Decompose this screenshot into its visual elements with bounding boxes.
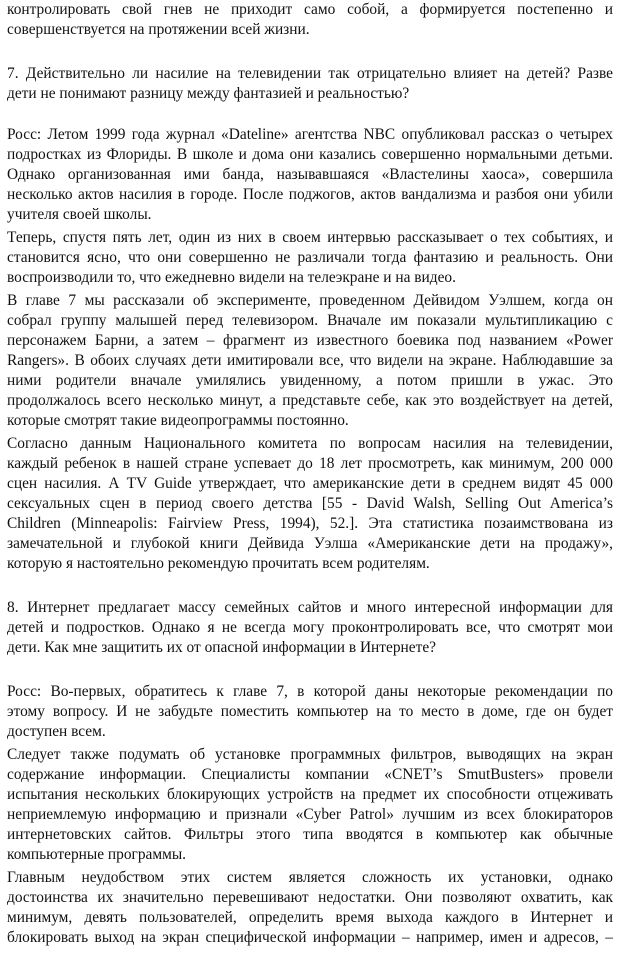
text-line: Rangers». В обоих случаях дети имитировали все, что видели на экране. Наблюдавшие за	[7, 352, 613, 369]
text-line: замечательной и глубокой книги Дейвида Уэлша «Американские дети на продажу»,	[7, 535, 613, 552]
text-line: становится ясно, что они совершенно не различали тогда фантазию и реальность. Они	[7, 249, 613, 266]
text-line: несколько актов насилия в городе. После поджогов, актов вандализма и разбоя они убили	[7, 186, 613, 203]
text-line: которые смотрят такие видеопрограммы постоянно.	[7, 412, 349, 429]
text-line: Следует также подумать об установке программных фильтров, выводящих на экран	[7, 746, 613, 763]
text-line: Главным неудобством этих систем является сложность их установки, однако	[7, 869, 613, 886]
text-line: Теперь, спустя пять лет, один из них в своем интервью рассказывает о тех событиях, и	[7, 229, 613, 246]
question-line: дети. Как мне защитить их от опасной информации в Интернете?	[7, 639, 436, 656]
text-line: достоинства их значительно перевешивают недостатки. Они позволяют охватить, как	[7, 889, 613, 906]
text-line: продолжалось всего несколько минут, а представьте себе, как это воздействует на детей,	[7, 392, 613, 409]
text-line: сцен насилия. А TV Guide утверждает, что американские дети в среднем видят 45 000	[7, 475, 613, 492]
text-line: контролировать свой гнев не приходит само собой, а формируется постепенно и	[7, 1, 613, 18]
text-line: Однако организованная ими банда, называвшаяся «Властелины хаоса», совершила	[7, 166, 613, 183]
text-line: собрал группу малышей перед телевизором. Вначале им показали мультипликацию с	[7, 312, 613, 329]
text-line: интернетовских сайтов. Фильтры этого типа вводятся в компьютер как обычные	[7, 826, 613, 843]
text-line: каждый ребенок в нашей стране успевает до 18 лет просмотреть, как минимум, 200 000	[7, 455, 613, 472]
question-line: дети не понимают разницу между фантазией и реальностью?	[7, 85, 410, 102]
text-line: блокировать выход на экран специфической информации – например, имен и адресов, –	[7, 929, 613, 946]
text-line: испытания нескольких блокирующих устройств на предмет их способности отцеживать	[7, 786, 613, 803]
text-line: Росс: Летом 1999 года журнал «Dateline» агентства NBC опубликовал рассказ о четырех	[7, 126, 613, 143]
question-line: 8. Интернет предлагает массу семейных сайтов и много интересной информации для	[7, 599, 613, 616]
text-line: ними родители вначале умилялись увиденному, а потом пришли в ужас. Это	[7, 372, 613, 389]
text-line: воспроизводили то, что ежедневно видели на телеэкране и на видео.	[7, 269, 456, 286]
text-line: компьютерные программы.	[7, 846, 187, 863]
text-line: сексуальных сцен в период своего детства [55 - David Walsh, Selling Out America’s	[7, 495, 613, 512]
text-line: неприемлемую информацию и признали «Cyber Patrol» лучшим из всех блокираторов	[7, 806, 613, 823]
text-line: Children (Minneapolis: Fairview Press, 1994), 52.]. Эта статистика позаимствована из	[7, 515, 613, 532]
text-line: этому вопросу. И не забудьте поместить компьютер на то место в доме, где он будет	[7, 703, 613, 720]
text-line: подростках из Флориды. В школе и дома они казались совершенно нормальными детьми.	[7, 146, 613, 163]
text-line: В главе 7 мы рассказали об эксперименте, проведенном Дейвидом Уэлшем, когда он	[7, 292, 613, 309]
text-line: Согласно данным Национального комитета по вопросам насилия на телевидении,	[7, 435, 613, 452]
text-line: персонажем Барни, а затем – фрагмент из известного боевика под названием «Power	[7, 332, 613, 349]
text-line: доступен всем.	[7, 723, 106, 740]
text-line: совершенствуется на протяжении всей жизни.	[7, 21, 310, 38]
question-line: детей и подростков. Однако я не всегда могу проконтролировать все, что смотрят мои	[7, 619, 613, 636]
text-line: которую я настоятельно рекомендую прочитать всем родителям.	[7, 555, 430, 572]
text-line: учителя своей школы.	[7, 206, 152, 223]
question-line: 7. Действительно ли насилие на телевидении так отрицательно влияет на детей? Разве	[7, 65, 613, 82]
text-line: содержание информации. Специалисты компании «CNET’s SmutBusters» провели	[7, 766, 613, 783]
text-line: Росс: Во-первых, обратитесь к главе 7, в которой даны некоторые рекомендации по	[7, 683, 613, 700]
text-line: минимум, девять пользователей, определить время выхода каждого в Интернет и	[7, 909, 613, 926]
